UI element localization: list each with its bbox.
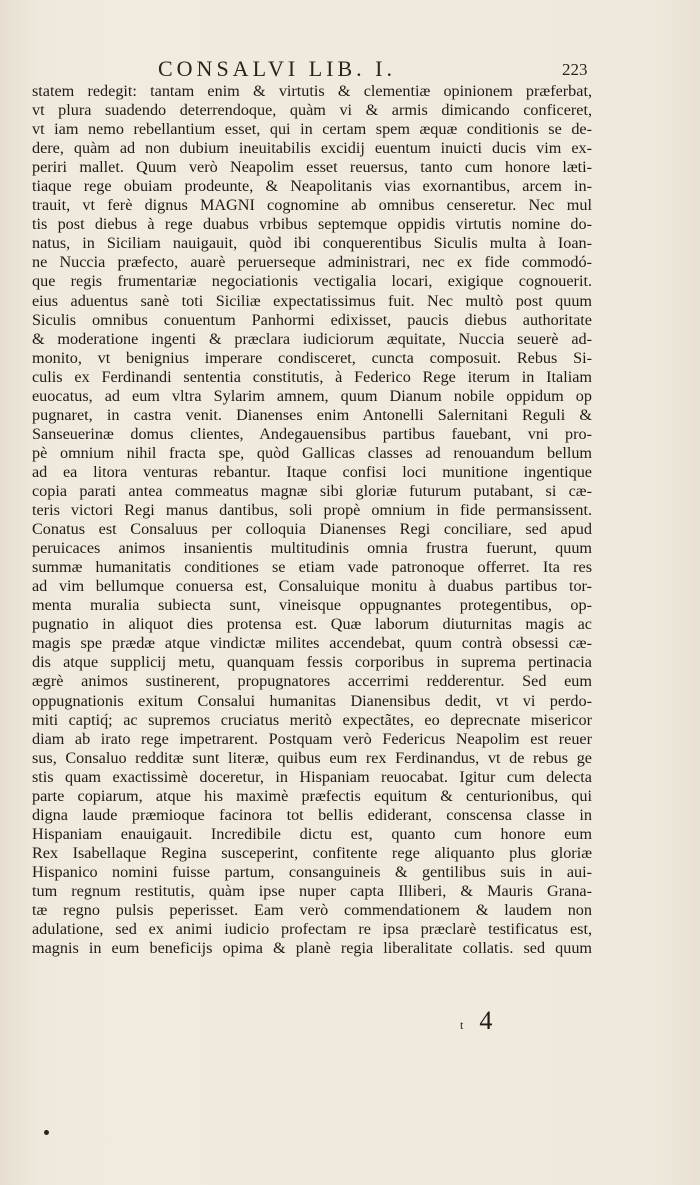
text-line: summæ humanitatis conditiones se etiam vade patronoque offerret. Ita res [32, 558, 592, 577]
text-line: tis post diebus à rege duabus vrbibus septemque oppidis virtutis nomine do- [32, 215, 592, 234]
text-line: magis spe prædæ atque vindictæ milites accendebat, quum contrà obsessi cæ- [32, 634, 592, 653]
text-line: Conatus est Consaluus per colloquia Dianenses Regi conciliare, sed apud [32, 520, 592, 539]
text-line: tæ regno pulsis peperisset. Eam verò commendationem & laudem non [32, 901, 592, 920]
text-line: dere, quàm ad non dubium ineuitabilis excidij euentum inuicti ducis vim ex- [32, 139, 592, 158]
text-line: monito, vt benignius imperare condisceret, cuncta composuit. Rebus Si- [32, 348, 592, 367]
text-line: oppugnationis exitum Consalui humanitas Dianensibus dedit, vt vi perdo- [32, 691, 592, 710]
text-line: parte copiarum, atque his maximè præfectis equitum & centurionibus, qui [32, 786, 592, 805]
text-line: stis quam exactissimè doceretur, in Hispaniam reuocabat. Igitur cum delecta [32, 767, 592, 786]
text-line: Siculis omnibus conuentum Panhormi edixisset, paucis diebus authoritate [32, 310, 592, 329]
text-line: pugnaret, in castra venit. Dianenses enim Antonelli Salernitani Reguli & [32, 405, 592, 424]
text-line: tum regnum restitutis, quàm ipse nuper capta Illiberi, & Mauris Grana- [32, 881, 592, 900]
text-line: diam ab irato rege impetrarent. Postquam verò Federicus Neapolim est reuer [32, 729, 592, 748]
text-line: Hispanico nomini fuisse partum, consanguineis & gentilibus suis in aui- [32, 862, 592, 881]
text-line: copia parati antea commeatus magnæ sibi gloriæ futurum putabant, si cæ- [32, 481, 592, 500]
text-line: adulatione, sed ex animi iudicio profectam re ipsa præclarè testificatus est, [32, 920, 592, 939]
text-line: Hispaniam enauigauit. Incredibile dictu est, quanto cum honore eum [32, 824, 592, 843]
text-line: teris victori Regi manus dantibus, soli propè omnium in fide permansissent. [32, 501, 592, 520]
text-line: Rex Isabellaque Regina susceperint, confitente rege aliquanto plus gloriæ [32, 843, 592, 862]
running-title: CONSALVI LIB. I. [158, 56, 396, 81]
text-line: ægrè animos sustinerent, propugnatores accerrimi redderentur. Sed eum [32, 672, 592, 691]
text-line: ad vim bellumque conuersa est, Consaluique monitu à duabus partibus tor- [32, 577, 592, 596]
page-number: 223 [562, 60, 588, 79]
signature-letter: t [460, 1018, 464, 1032]
text-line: pugnatio in aliquot dies protensa est. Quæ laborum diuturnitas magis ac [32, 615, 592, 634]
text-line: natus, in Siciliam nauigauit, quòd ibi conquerentibus Siculis multa à Ioan- [32, 234, 592, 253]
text-line: sus, Consaluo redditæ sunt literæ, quibus eum rex Ferdinandus, vt de rebus ge [32, 748, 592, 767]
text-line: magnis in eum beneficijs opima & planè regia liberalitate collatis. sed quum [32, 939, 592, 958]
body-text [32, 82, 592, 958]
text-line: vt plura suadendo deterrendoque, quàm vi & armis dimicando conficeret, [32, 101, 592, 120]
ink-spot [44, 1130, 49, 1135]
page-header [0, 54, 700, 84]
text-line: peruicaces animos insanientis multitudinis omnia frustra fuerunt, quum [32, 539, 592, 558]
text-line: pè omnium nihil fracta spe, quòd Gallicas classes ad renouandum bellum [32, 443, 592, 462]
text-line: periri mallet. Quum verò Neapolim esset reuersus, tanto cum honore læti- [32, 158, 592, 177]
text-line: tiaque rege obuiam prodeunte, & Neapolitanis vias exornantibus, arcem in- [32, 177, 592, 196]
text-line: eius aduentus sanè toti Siciliæ expectatissimus fuit. Nec multò post quum [32, 291, 592, 310]
text-line: statem redegit: tantam enim & virtutis & clementiæ opinionem præferbat, [32, 82, 592, 100]
text-line: culis ex Ferdinandi sententia constitutis, à Federico Rege iterum in Italiam [32, 367, 592, 386]
text-line: & moderatione ingenti & præclara iudiciorum æquitate, Nuccia seuerè ad- [32, 329, 592, 348]
text-line: vt iam nemo rebellantium esset, qui in certam spem æquæ conditionis se de- [32, 120, 592, 139]
text-line: que regis frumentariæ negociationis vectigalia locari, exigique cognouerit. [32, 272, 592, 291]
text-line: ne Nuccia præfecto, auarè peruerseque administrari, nec ex fide commodó- [32, 253, 592, 272]
text-line: trauit, vt ferè dignus MAGNI cognomine ab omnibus censeretur. Nec mul [32, 196, 592, 215]
text-line: digna laude præmioque facinora tot bellis ediderant, conscensa classe in [32, 805, 592, 824]
text-line: euocatus, ad eum vltra Sylarim amnem, quum Dianum nobile oppidum op [32, 386, 592, 405]
signature-number: 4 [479, 1006, 493, 1035]
text-line: miti captiq́; ac supremos cruciatus meritò expectãtes, eo deprecnate misericor [32, 710, 592, 729]
text-line: dis atque supplicij metu, quanquam fessis corporibus in suprema pertinacia [32, 653, 592, 672]
text-line: menta muralia subiecta sunt, vineisque oppugnantes protegentibus, op- [32, 596, 592, 615]
text-line: Sanseuerinæ domus clientes, Andegauensibus partibus fauebant, vni pro- [32, 424, 592, 443]
signature-mark [460, 1006, 492, 1036]
text-line: ad ea litora venturas rebantur. Itaque confisi loci munitione ingentique [32, 462, 592, 481]
